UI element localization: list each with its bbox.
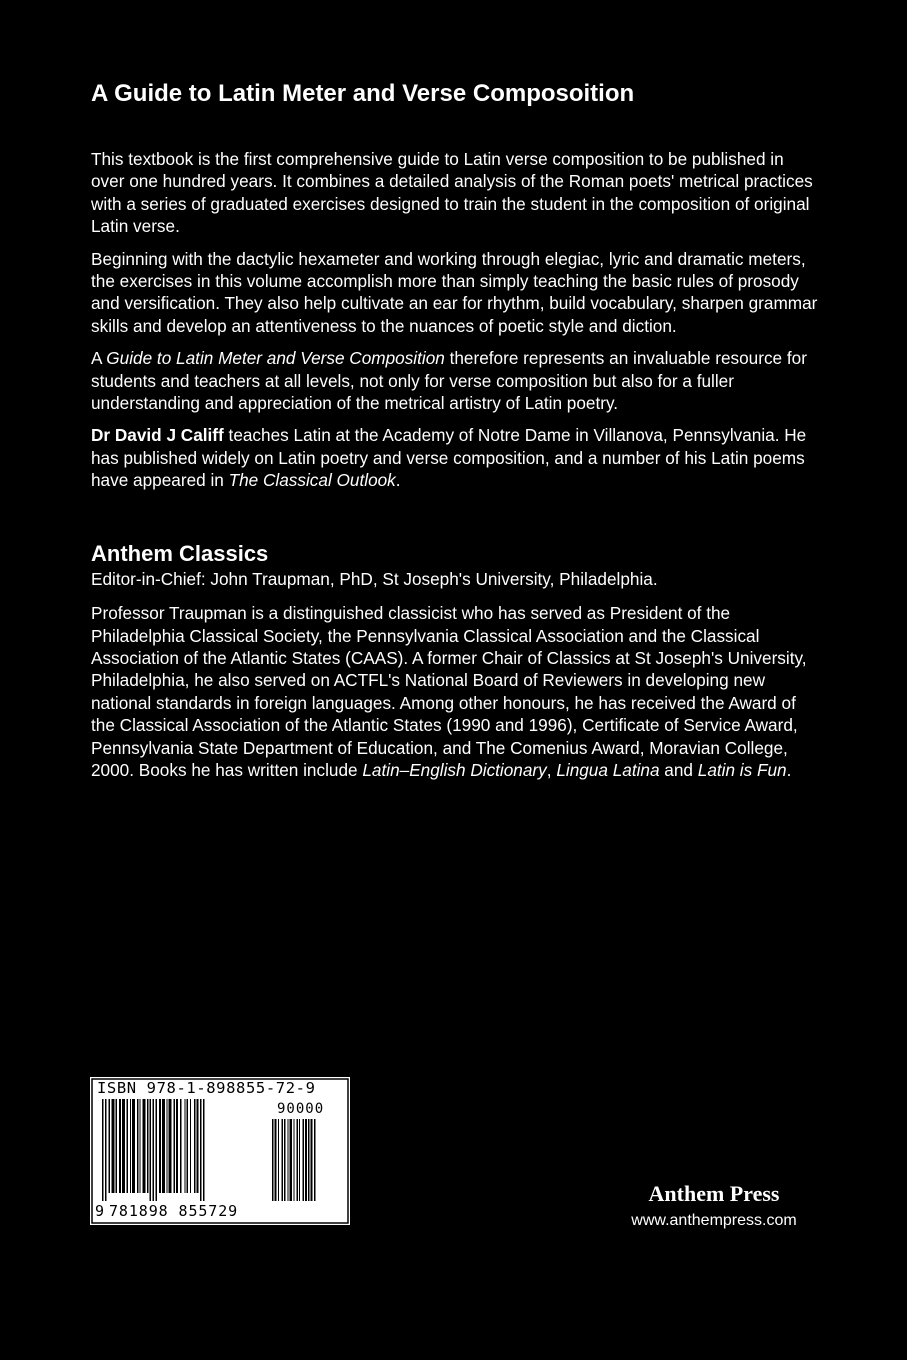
- description-p3-prefix: A: [91, 348, 107, 369]
- barcode-bar: [272, 1119, 274, 1201]
- barcode-bar: [153, 1099, 155, 1201]
- barcode-bar: [122, 1099, 125, 1193]
- barcode-bar: [305, 1119, 307, 1201]
- barcode-bar: [156, 1099, 158, 1201]
- barcode-bar: [282, 1119, 284, 1201]
- author-bio: [91, 424, 821, 491]
- description-paragraph-1: This textbook is the first comprehensive guide to Latin verse composition to be published in over one hundred years. It combines a detailed analysis of the Roman poets' metrical practices with a series of graduated exercises designed to train the student in the composition of original Latin verse.: [91, 149, 813, 237]
- barcode-bar: [187, 1099, 189, 1193]
- barcode-bar: [200, 1099, 202, 1201]
- editor-bio-text: Professor Traupman is a distinguished classicist who has served as President of the Philadelphia Classical Society, the Pennsylvania Classical Association and the Classical Association of the Atlantic States (CAAS). A former Chair of Classics at St Joseph's University, Philadelphia, he also served on ACTFL's National Board of Reviewers in developing new national standards in foreign languages. Among other honours, he has received the Award of the Classical Association of the Atlantic States (1990 and 1996), Certificate of Service Award, Pennsylvania State Department of Education, and The Comenius Award, Moravian College, 2000. Books he has written include: [91, 603, 807, 780]
- barcode-bar: [162, 1099, 165, 1193]
- barcode-bar: [278, 1119, 279, 1201]
- editor-book-sep-2: and: [659, 759, 698, 780]
- barcode-bar: [176, 1099, 178, 1193]
- barcode-bar: [150, 1099, 152, 1201]
- cover-text-block: [91, 78, 821, 781]
- barcode-bar: [308, 1119, 310, 1201]
- description-paragraph-2: Beginning with the dactylic hexameter and working through elegiac, lyric and dramatic meters, the exercises in this volume accomplish more than simply teaching the basic rules of prosody and versification. They also help cultivate an ear for rhythm, build vocabulary, sharpen grammar skills and develop an attentiveness to the nuances of poetic style and diction.: [91, 248, 818, 336]
- barcode-bar: [194, 1099, 196, 1193]
- author-name: Dr David J Califf: [91, 425, 224, 446]
- publisher-block: [614, 1180, 814, 1232]
- publisher-name: Anthem Press: [648, 1181, 780, 1206]
- barcode-bar: [174, 1099, 176, 1193]
- barcode-bar: [137, 1099, 139, 1193]
- barcode-bar: [299, 1119, 300, 1201]
- barcode-bar: [185, 1099, 186, 1193]
- editor-book-sep-1: ,: [546, 759, 557, 780]
- barcode-bar: [130, 1099, 131, 1193]
- editor-book-2: Lingua Latina: [556, 759, 660, 780]
- ean-digits: 781898 855729: [109, 1202, 239, 1220]
- description-p3-suffix: therefore represents an invaluable resource for students and teachers at all levels, not only for verse composition but also for a fuller understanding and appreciation of the metrical artistry of Latin poetry.: [91, 348, 807, 414]
- barcode-bar: [143, 1099, 146, 1193]
- description-paragraph-3: [91, 347, 821, 414]
- isbn-label: ISBN 978-1-898855-72-9: [97, 1079, 316, 1097]
- author-bio-text: teaches Latin at the Academy of Notre Dame in Villanova, Pennsylvania. He has published widely on Latin poetry and verse composition, and a number of his Latin poems have appeared in: [91, 425, 807, 491]
- barcode-bar: [180, 1099, 182, 1193]
- barcode-bar: [127, 1099, 129, 1193]
- barcode-bar: [303, 1119, 305, 1201]
- barcode-bar: [314, 1119, 316, 1201]
- barcode-bar: [119, 1099, 121, 1193]
- editor-book-3: Latin is Fun: [697, 759, 787, 780]
- editor-bio-end: .: [786, 759, 792, 780]
- publisher-url[interactable]: www.anthempress.com: [631, 1212, 797, 1229]
- series-editor: Editor-in-Chief: John Traupman, PhD, St Joseph's University, Philadelphia.: [91, 568, 658, 589]
- barcode-bar: [197, 1099, 199, 1193]
- series-title: Anthem Classics: [91, 540, 269, 566]
- barcode-bar: [109, 1099, 111, 1193]
- barcode-bar: [203, 1099, 205, 1201]
- barcode-addon-code: 90000: [277, 1101, 325, 1117]
- barcode-bar: [132, 1099, 135, 1193]
- barcode-bar: [311, 1119, 313, 1201]
- barcode-bar: [105, 1099, 107, 1201]
- barcode-bar: [294, 1119, 295, 1201]
- barcode-bar: [288, 1119, 289, 1201]
- barcode-bar: [190, 1099, 191, 1193]
- barcode-bar: [102, 1099, 104, 1201]
- book-title: A Guide to Latin Meter and Verse Composoition: [91, 80, 635, 107]
- author-bio-end: .: [395, 470, 401, 491]
- barcode-bar: [147, 1099, 149, 1193]
- journal-title: The Classical Outlook: [228, 470, 396, 491]
- barcode-bar: [275, 1119, 277, 1201]
- barcode-bar: [290, 1119, 293, 1201]
- barcode-bar: [167, 1099, 168, 1193]
- barcode-bar: [140, 1099, 141, 1193]
- barcode-bar: [284, 1119, 286, 1201]
- barcode-bar: [112, 1099, 115, 1193]
- barcode-bar: [116, 1099, 118, 1193]
- barcode-bar: [169, 1099, 172, 1193]
- barcode-bar: [297, 1119, 299, 1201]
- editor-book-1: Latin–English Dictionary: [362, 759, 547, 780]
- ean-first-digit: 9: [95, 1202, 105, 1220]
- editor-bio: [91, 602, 821, 781]
- barcode-bar: [159, 1099, 161, 1193]
- book-title-italic: Guide to Latin Meter and Verse Composition: [106, 348, 445, 369]
